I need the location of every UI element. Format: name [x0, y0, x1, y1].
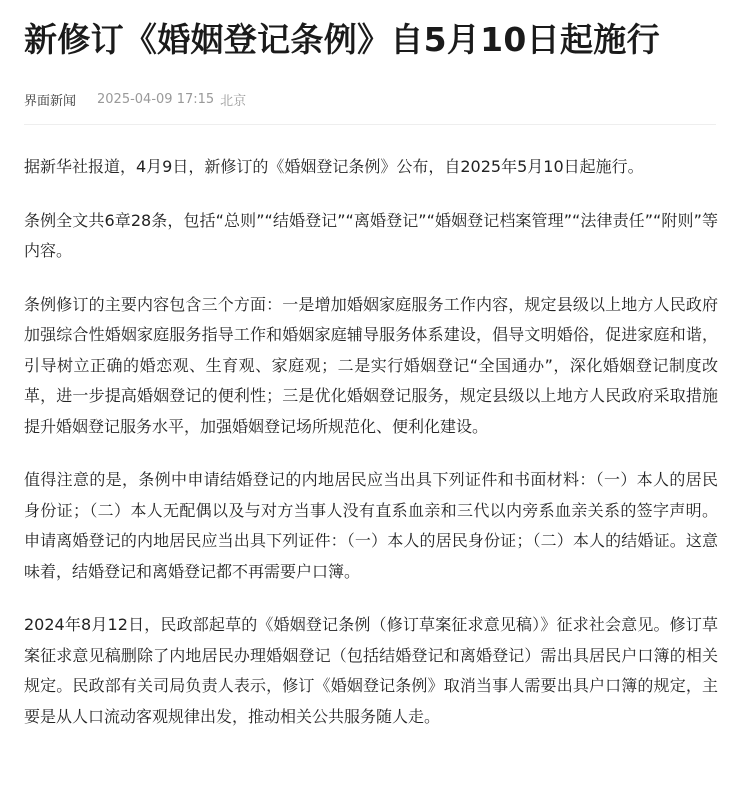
article-title: 新修订《婚姻登记条例》自5月10日起施行 [24, 20, 660, 59]
paragraph: 2024年8月12日，民政部起草的《婚姻登记条例（修订草案征求意见稿）》征求社会意见。修订草案征求意见稿删除了内地居民办理婚姻登记（包括结婚登记和离婚登记）需出具居民户口簿的相关规定。民政部有关司局负责人表示，修订《婚姻登记条例》取消当事人需要出具户口簿的规定，主要是从人口流动客观规律出发，推动相关公共服务随人走。 [24, 615, 718, 726]
source-link[interactable]: 界面新闻 [24, 93, 77, 109]
publish-date: 2025-04-09 17:15 [97, 91, 215, 107]
divider [24, 124, 716, 125]
article-body [24, 152, 718, 732]
paragraph: 条例修订的主要内容包含三个方面：一是增加婚姻家庭服务工作内容，规定县级以上地方人民政府加强综合性婚姻家庭服务指导工作和婚姻家庭辅导服务体系建设，倡导文明婚俗，促进家庭和谐，引导树立正确的婚恋观、生育观、家庭观；二是实行婚姻登记“全国通办”，深化婚姻登记制度改革，进一步提高婚姻登记的便利性；三是优化婚姻登记服务，规定县级以上地方人民政府采取措施提升婚姻登记服务水平，加强婚姻登记场所规范化、便利化建设。 [24, 294, 718, 436]
paragraph: 据新华社报道，4月9日，新修订的《婚姻登记条例》公布，自2025年5月10日起施行。 [24, 157, 644, 176]
paragraph: 值得注意的是，条例中申请结婚登记的内地居民应当出具下列证件和书面材料：（一）本人的居民身份证；（二）本人无配偶以及与对方当事人没有直系血亲和三代以内旁系血亲关系的签字声明。申请离婚登记的内地居民应当出具下列证件：（一）本人的居民身份证；（二）本人的结婚证。这意味着，结婚登记和离婚登记都不再需要户口簿。 [24, 470, 718, 581]
publish-location: 北京 [220, 93, 247, 109]
paragraph: 条例全文共6章28条，包括“总则”“结婚登记”“离婚登记”“婚姻登记档案管理”“法律责任”“附则”等内容。 [24, 210, 718, 260]
article-meta [24, 86, 718, 112]
